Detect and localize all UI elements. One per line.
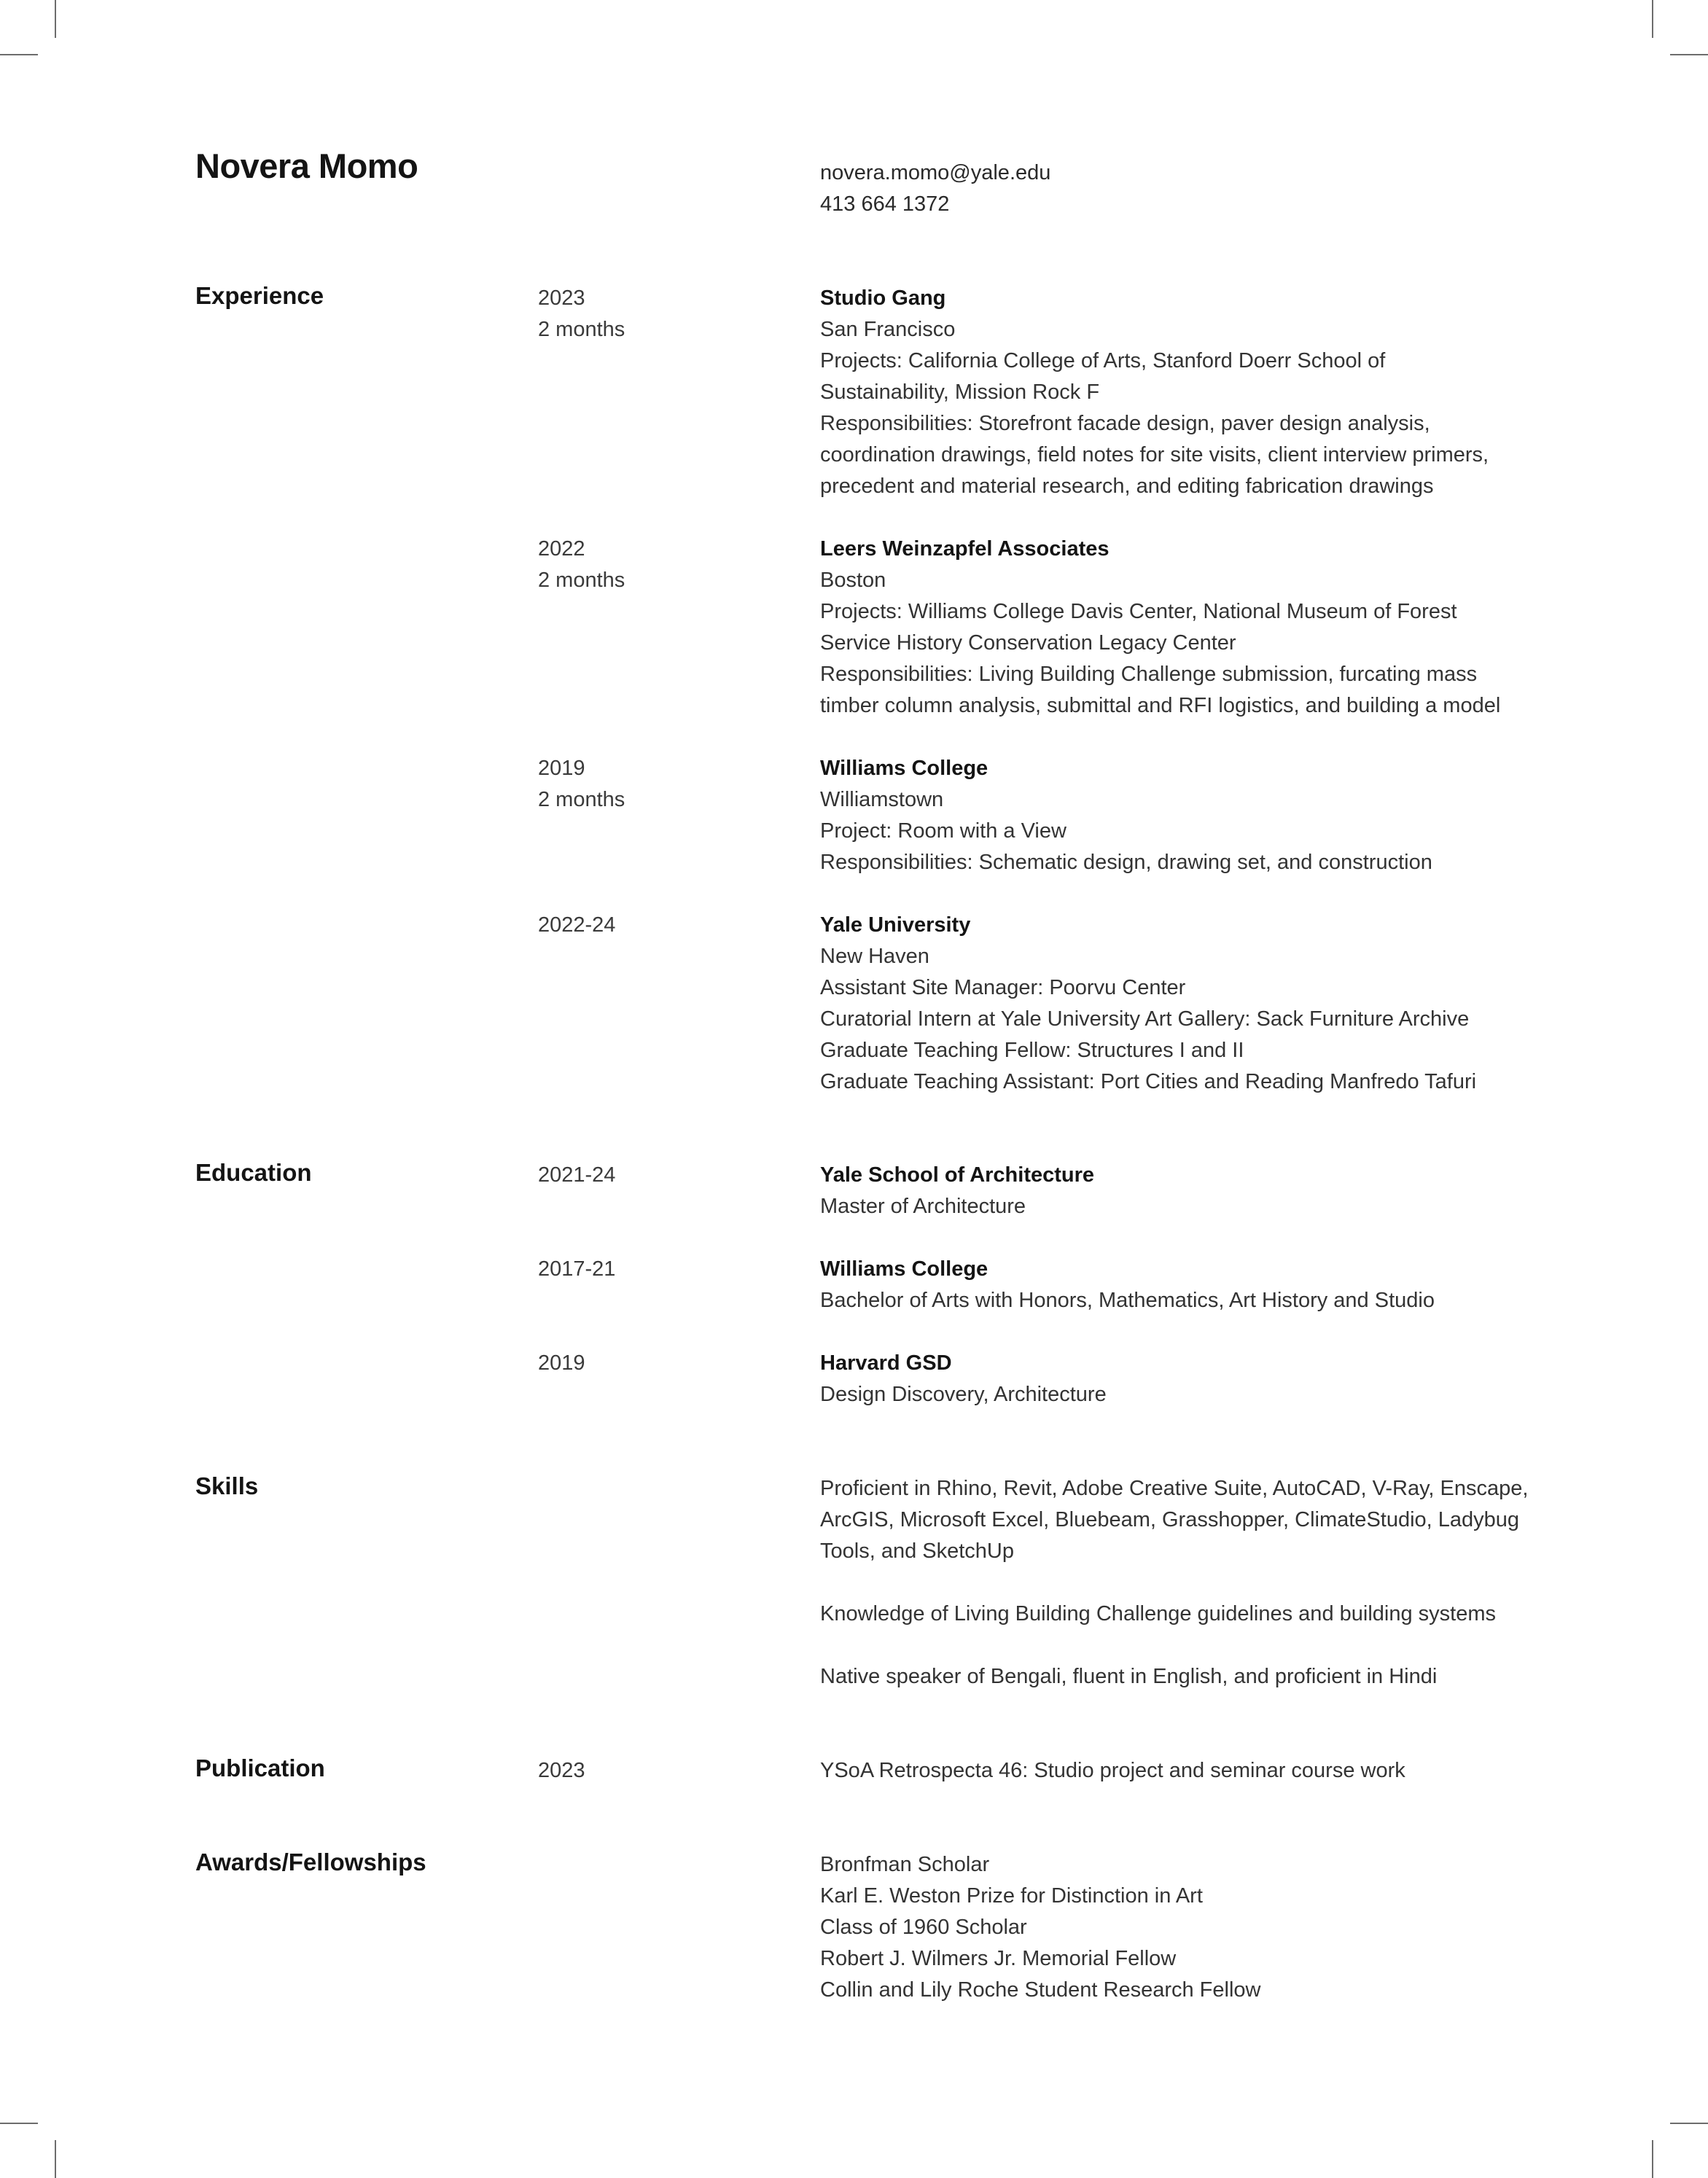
entry-line: Responsibilities: Living Building Challenge submission, furcating mass	[820, 663, 1478, 686]
entry-line: Project: Room with a View	[820, 819, 1066, 843]
entry-line: Curatorial Intern at Yale University Art Gallery: Sack Furniture Archive	[820, 1007, 1470, 1031]
entry-line: San Francisco	[820, 318, 956, 341]
crop-mark-top-left-vertical	[55, 0, 56, 38]
entry-body	[820, 283, 1520, 502]
award-item: Collin and Lily Roche Student Research Fellow	[820, 1978, 1261, 2002]
crop-mark-bottom-right-vertical	[1652, 2140, 1653, 2178]
entry-line: Graduate Teaching Fellow: Structures I and II	[820, 1039, 1244, 1062]
crop-mark-top-right-vertical	[1652, 0, 1653, 38]
skill-line: Native speaker of Bengali, fluent in English, and proficient in Hindi	[820, 1665, 1438, 1688]
entry-body	[820, 1755, 1520, 1787]
entry-year: 2017-21	[538, 1257, 616, 1281]
entry-organization: Leers Weinzapfel Associates	[820, 537, 1110, 561]
entry-duration: 2 months	[538, 569, 625, 592]
entry-body	[820, 1348, 1520, 1410]
skill-line: Tools, and SketchUp	[820, 1539, 1014, 1563]
skill-line: ArcGIS, Microsoft Excel, Bluebeam, Grasshopper, ClimateStudio, Ladybug	[820, 1508, 1520, 1531]
crop-mark-bottom-left-horizontal	[0, 2123, 38, 2124]
phone-number: 413 664 1372	[820, 192, 950, 216]
entry-year: 2021-24	[538, 1163, 616, 1187]
entry-body	[820, 1254, 1520, 1316]
crop-mark-top-left-horizontal	[0, 54, 38, 55]
entry-dates	[538, 534, 625, 596]
entry-line: Sustainability, Mission Rock F	[820, 380, 1100, 404]
entry-line: New Haven	[820, 945, 929, 968]
crop-mark-bottom-left-vertical	[55, 2140, 56, 2178]
entry-body	[820, 1661, 1520, 1693]
section-heading-education: Education	[195, 1159, 312, 1186]
entry-year: 2019	[538, 757, 585, 780]
entry-dates	[538, 283, 625, 346]
section-heading-experience: Experience	[195, 282, 324, 309]
entry-body	[820, 1599, 1520, 1630]
skill-line: Proficient in Rhino, Revit, Adobe Creative Suite, AutoCAD, V-Ray, Enscape,	[820, 1477, 1529, 1500]
section-heading-awards: Awards/Fellowships	[195, 1849, 426, 1876]
entry-organization: Yale University	[820, 913, 971, 937]
section-heading-skills: Skills	[195, 1472, 259, 1499]
entry-organization: Williams College	[820, 1257, 988, 1281]
entry-line: precedent and material research, and editing fabrication drawings	[820, 475, 1434, 498]
publication-text: YSoA Retrospecta 46: Studio project and seminar course work	[820, 1759, 1405, 1782]
contact-block	[820, 157, 1050, 220]
award-item: Karl E. Weston Prize for Distinction in Art	[820, 1884, 1203, 1908]
entry-line: Responsibilities: Schematic design, drawing set, and construction	[820, 851, 1432, 874]
entry-year: 2022	[538, 537, 585, 561]
entry-line: Design Discovery, Architecture	[820, 1383, 1107, 1406]
entry-body	[820, 910, 1520, 1098]
entry-line: Master of Architecture	[820, 1195, 1026, 1218]
entry-organization: Studio Gang	[820, 286, 946, 310]
entry-dates	[538, 910, 615, 941]
crop-mark-top-right-horizontal	[1670, 54, 1708, 55]
entry-year: 2019	[538, 1351, 585, 1375]
email-link[interactable]: novera.momo@yale.edu	[820, 161, 1051, 184]
entry-line: Bachelor of Arts with Honors, Mathematics, Art History and Studio	[820, 1289, 1435, 1312]
entry-dates	[538, 1755, 585, 1787]
entry-organization: Williams College	[820, 757, 988, 780]
entry-duration: 2 months	[538, 788, 625, 811]
award-item: Class of 1960 Scholar	[820, 1916, 1027, 1939]
entry-duration: 2 months	[538, 318, 625, 341]
entry-dates	[538, 1254, 615, 1285]
entry-organization: Harvard GSD	[820, 1351, 952, 1375]
entry-line: Williamstown	[820, 788, 944, 811]
crop-mark-bottom-right-horizontal	[1670, 2123, 1708, 2124]
resume-name: Novera Momo	[195, 147, 418, 185]
entry-body	[820, 534, 1520, 722]
skill-line: Knowledge of Living Building Challenge guidelines and building systems	[820, 1602, 1496, 1625]
entry-year: 2022-24	[538, 913, 616, 937]
entry-line: Projects: California College of Arts, Stanford Doerr School of	[820, 349, 1386, 372]
award-item: Robert J. Wilmers Jr. Memorial Fellow	[820, 1947, 1177, 1970]
entry-line: Graduate Teaching Assistant: Port Cities and Reading Manfredo Tafuri	[820, 1070, 1477, 1093]
entry-line: Projects: Williams College Davis Center, National Museum of Forest	[820, 600, 1457, 623]
section-heading-publication: Publication	[195, 1754, 325, 1781]
entry-body	[820, 1473, 1529, 1567]
entry-line: timber column analysis, submittal and RFI logistics, and building a model	[820, 694, 1501, 717]
entry-body	[820, 1160, 1520, 1222]
entry-line: Responsibilities: Storefront facade design, paver design analysis,	[820, 412, 1430, 435]
entry-body	[820, 1849, 1520, 2006]
entry-body	[820, 753, 1520, 878]
entry-line: Service History Conservation Legacy Center	[820, 631, 1236, 655]
entry-line: Boston	[820, 569, 886, 592]
entry-dates	[538, 1160, 615, 1191]
entry-dates	[538, 753, 625, 816]
entry-year: 2023	[538, 1759, 585, 1782]
entry-year: 2023	[538, 286, 585, 310]
entry-dates	[538, 1348, 585, 1379]
entry-organization: Yale School of Architecture	[820, 1163, 1095, 1187]
entry-line: Assistant Site Manager: Poorvu Center	[820, 976, 1186, 999]
award-item: Bronfman Scholar	[820, 1853, 990, 1876]
entry-line: coordination drawings, field notes for site visits, client interview primers,	[820, 443, 1489, 467]
